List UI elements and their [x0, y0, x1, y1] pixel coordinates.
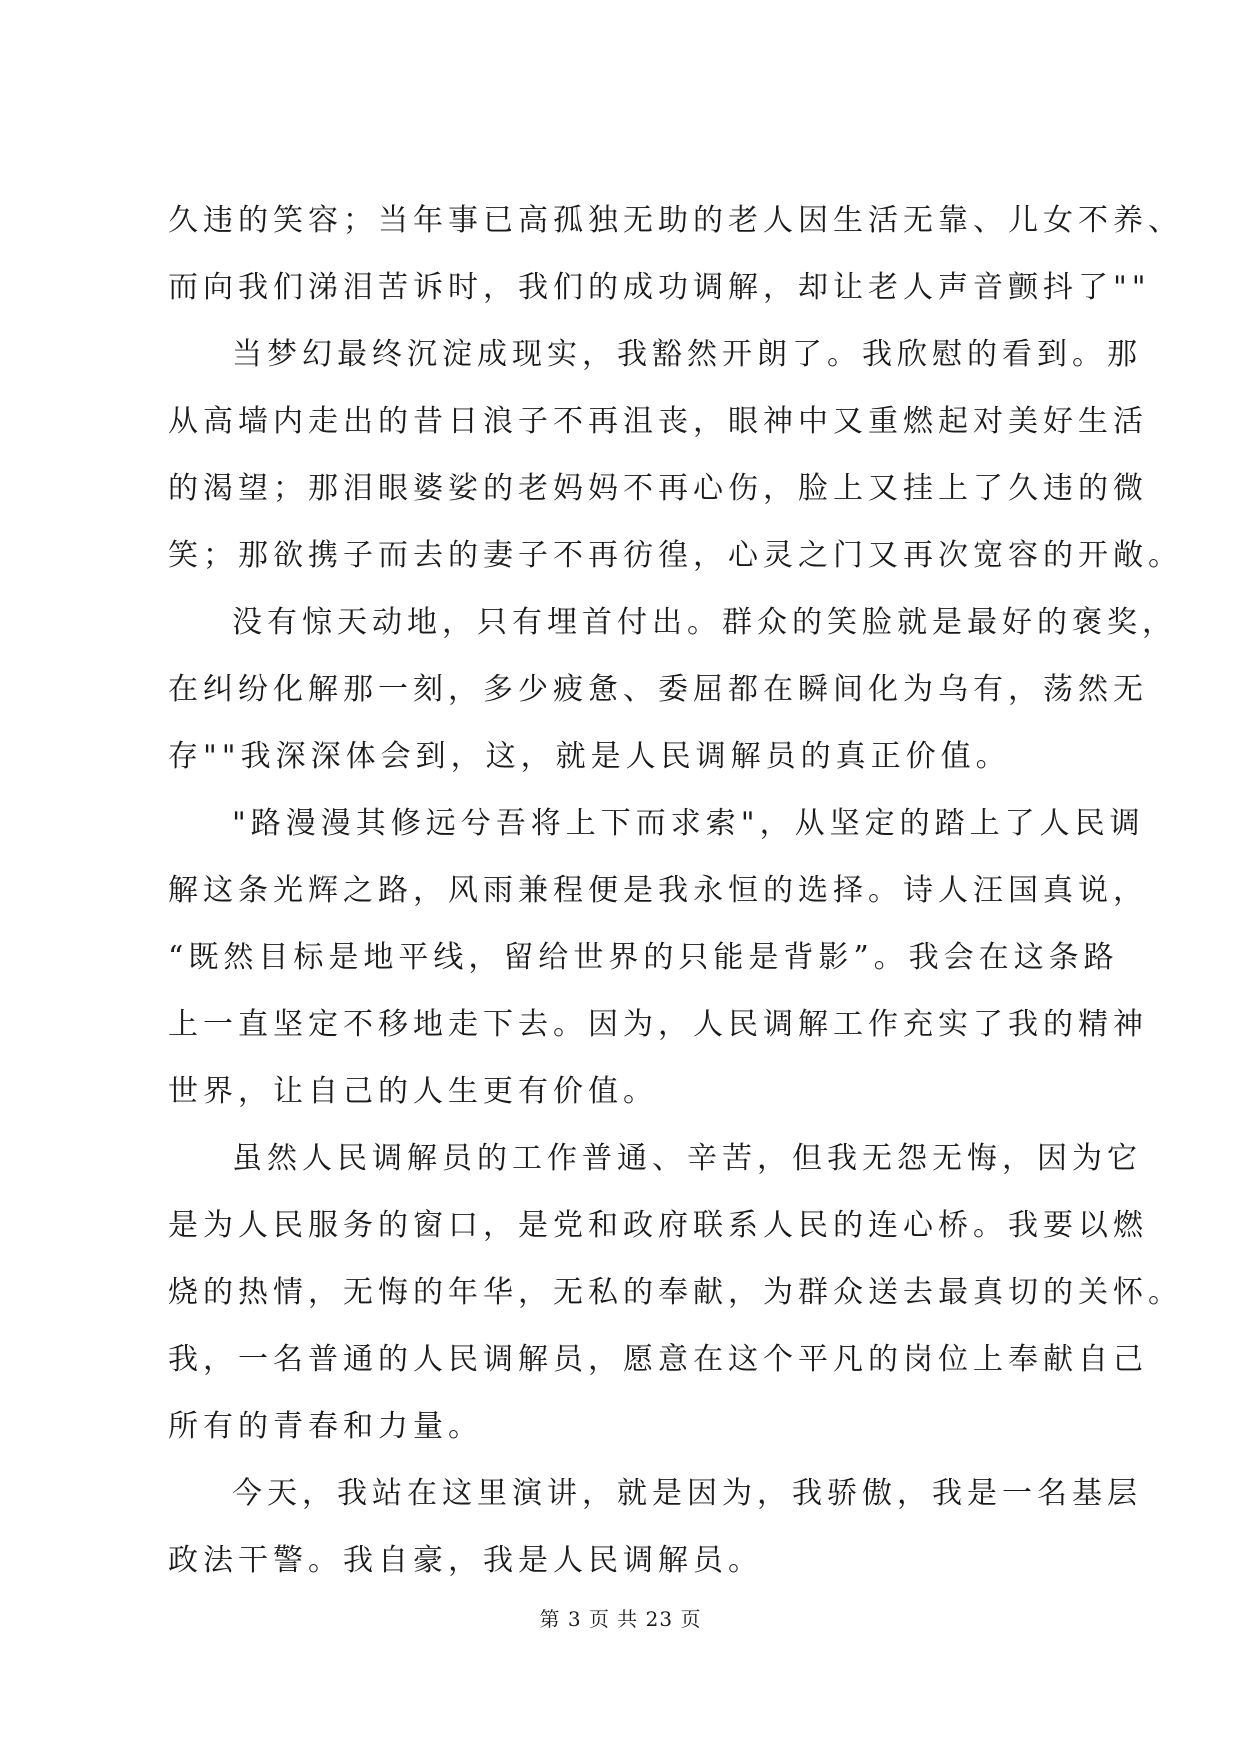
text-line: 的渴望；那泪眼婆娑的老妈妈不再心伤，脸上又挂上了久违的微	[168, 471, 1148, 506]
paragraph-first-line: 虽然人民调解员的工作普通、辛苦，但我无怨无悔，因为它	[232, 1141, 1142, 1176]
paragraph-first-line: "路漫漫其修远兮吾将上下而求索"，从坚定的踏上了人民调	[232, 806, 1145, 841]
text-line: 在纠纷化解那一刻，多少疲惫、委屈都在瞬间化为乌有，荡然无	[168, 672, 1148, 707]
text-line: 烧的热情，无悔的年华，无私的奉献，为群众送去最真切的关怀。	[168, 1275, 1183, 1310]
text-line: 久违的笑容；当年事已高孤独无助的老人因生活无靠、儿女不养、	[168, 203, 1183, 238]
text-line: 笑；那欲携子而去的妻子不再彷徨，心灵之门又再次宽容的开敞。	[168, 538, 1183, 573]
text-line: 上一直坚定不移地走下去。因为，人民调解工作充实了我的精神	[168, 1007, 1148, 1042]
text-line: 所有的青春和力量。	[168, 1409, 483, 1444]
text-line: 而向我们涕泪苦诉时，我们的成功调解，却让老人声音颤抖了""	[168, 270, 1151, 305]
text-line: 存""我深深体会到，这，就是人民调解员的真正价值。	[168, 739, 1011, 774]
text-line: 从高墙内走出的昔日浪子不再沮丧，眼神中又重燃起对美好生活	[168, 404, 1148, 439]
text-line: 我，一名普通的人民调解员，愿意在这个平凡的岗位上奉献自己	[168, 1342, 1148, 1377]
page-number-footer: 第 3 页 共 23 页	[539, 1607, 702, 1631]
paragraph-first-line: 当梦幻最终沉淀成现实，我豁然开朗了。我欣慰的看到。那	[232, 337, 1142, 372]
text-line: 是为人民服务的窗口，是党和政府联系人民的连心桥。我要以燃	[168, 1208, 1148, 1243]
paragraph-first-line: 今天，我站在这里演讲，就是因为，我骄傲，我是一名基层	[232, 1476, 1142, 1511]
text-line: 政法干警。我自豪，我是人民调解员。	[168, 1543, 763, 1578]
body-text	[168, 187, 1183, 1594]
text-line: “既然目标是地平线，留给世界的只能是背影”。我会在这条路	[168, 940, 1119, 975]
text-line: 解这条光辉之路，风雨兼程便是我永恒的选择。诗人汪国真说，	[168, 873, 1148, 908]
paragraph-first-line: 没有惊天动地，只有埋首付出。群众的笑脸就是最好的褒奖，	[232, 605, 1177, 640]
text-line: 世界，让自己的人生更有价值。	[168, 1074, 658, 1109]
